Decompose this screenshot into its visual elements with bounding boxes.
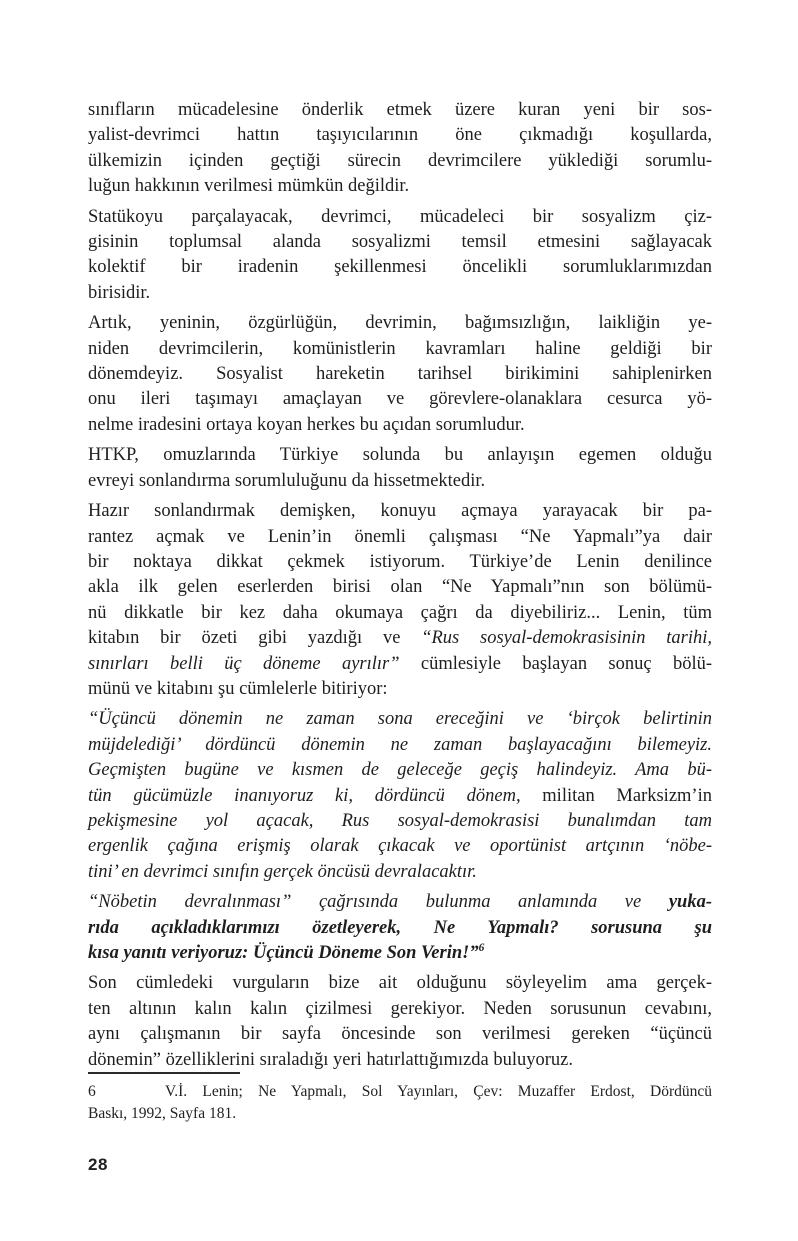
- text-line: [88, 971, 712, 996]
- text-line: [88, 230, 712, 255]
- text-line: [88, 255, 712, 280]
- text-line: [88, 677, 712, 702]
- text-segment: HTKP, omuzlarında Türkiye solunda bu anlayışın egemen olduğu: [88, 445, 712, 466]
- footnote-rule: [88, 1072, 240, 1074]
- text-line: [88, 834, 712, 859]
- text-line: [88, 469, 712, 494]
- text-segment: Geçmişten bugüne ve kısmen de geleceğe geçiş halindeyiz. Ama bü-: [88, 760, 712, 781]
- text-segment: tini’ en devrimci sınıfın gerçek öncüsü devralacaktır.: [88, 861, 477, 882]
- text-line: [88, 311, 712, 336]
- paragraph: [88, 707, 712, 885]
- text-segment: müjdelediği’ dördüncü dönemin ne zaman başlayacağını bilemeyiz.: [88, 734, 712, 755]
- text-segment: bir noktaya dikkat çekmek istiyorum. Türkiye’de Lenin denilince: [88, 551, 712, 572]
- footnote-marker: 6: [88, 1083, 96, 1100]
- text-line: [88, 575, 712, 600]
- text-line: [88, 707, 712, 732]
- text-segment: birisidir.: [88, 282, 151, 303]
- text-segment: pekişmesine yol açacak, Rus sosyal-demokrasisi bunalımdan tam: [88, 810, 712, 831]
- text-line: [88, 98, 712, 123]
- paragraph: [88, 971, 712, 1073]
- text-segment: yalist-devrimci hattın taşıyıcılarının öne çıkmadığı koşullarda,: [88, 125, 712, 146]
- text-line: [88, 149, 712, 174]
- footnote-line: [88, 1081, 712, 1103]
- text-segment: luğun hakkının verilmesi mümkün değildir.: [88, 176, 410, 197]
- text-line: [88, 443, 712, 468]
- text-segment: rantez açmak ve Lenin’in önemli çalışması “Ne Yapmalı”ya dair: [88, 526, 712, 547]
- text-segment: aynı çalışmanın bir sayfa öncesinde son verilmesi gereken “üçüncü: [88, 1024, 712, 1045]
- text-segment: tün gücümüzle inanıyoruz ki, dördüncü dönem,: [88, 785, 543, 806]
- text-segment: Statükoyu parçalayacak, devrimci, mücadeleci bir sosyalizm çiz-: [88, 206, 712, 227]
- text-line: [88, 997, 712, 1022]
- text-segment: cümlesiyle başlayan sonuç bölü-: [420, 653, 712, 674]
- text-segment: sınıfların mücadelesine önderlik etmek üzere kuran yeni bir sos-: [88, 100, 712, 120]
- text-segment: akla ilk gelen eserlerden birisi olan “Ne Yapmalı”nın son bölümü-: [88, 577, 712, 598]
- text-line: [88, 387, 712, 412]
- text-segment: nü dikkatle bir kez daha okumaya çağrı da diyebiliriz... Lenin, tüm: [88, 602, 712, 623]
- text-line: [88, 941, 712, 966]
- text-line: [88, 525, 712, 550]
- text-line: [88, 1048, 712, 1073]
- text-segment: gisinin toplumsal alanda sosyalizmi temsil etmesini sağlayacak: [88, 232, 712, 253]
- text-line: [88, 413, 712, 438]
- text-segment: dönemdeyiz. Sosyalist hareketin tarihsel birikimini sahiplenirken: [88, 364, 712, 385]
- text-segment: yuka-: [668, 892, 712, 913]
- text-segment: kitabın bir özeti gibi yazdığı ve: [88, 628, 422, 649]
- text-line: [88, 123, 712, 148]
- paragraph: [88, 311, 712, 438]
- text-segment: ülkemizin içinden geçtiği sürecin devrimcilere yüklediği sorumlu-: [88, 150, 712, 171]
- text-segment: niden devrimcilerin, komünistlerin kavramları haline geldiği bir: [88, 338, 712, 359]
- text-segment: ergenlik çağına erişmiş olarak çıkacak ve oportünist artçının ‘nöbe-: [88, 836, 712, 857]
- text-segment: nelme iradesini ortaya koyan herkes bu açıdan sorumludur.: [88, 414, 525, 435]
- text-line: [88, 626, 712, 651]
- text-segment: Artık, yeninin, özgürlüğün, devrimin, bağımsızlığın, laikliğin ye-: [88, 313, 712, 334]
- text-segment: münü ve kitabını şu cümlelerle bitiriyor:: [88, 678, 388, 699]
- paragraph: [88, 98, 712, 200]
- text-segment: “Rus sosyal-demokrasisinin tarihi,: [421, 628, 713, 649]
- text-line: [88, 784, 712, 809]
- text-segment: kolektif bir iradenin şekillenmesi öncelikli sorumluklarımızdan: [88, 257, 712, 278]
- footnote: [88, 1072, 712, 1124]
- text-line: [88, 174, 712, 199]
- text-line: [88, 890, 712, 915]
- text-line: [88, 733, 712, 758]
- paragraph: [88, 205, 712, 307]
- footnote-line: Baskı, 1992, Sayfa 181.: [88, 1104, 237, 1122]
- text-line: [88, 337, 712, 362]
- text-line: [88, 860, 712, 885]
- text-segment: dönemin” özelliklerini sıraladığı yeri hatırlattığımızda buluyoruz.: [88, 1049, 573, 1070]
- paragraph: [88, 499, 712, 702]
- text-segment: evreyi sonlandırma sorumluluğunu da hissetmektedir.: [88, 470, 486, 491]
- text-segment: militan Marksizm’in: [542, 785, 712, 806]
- text-line: [88, 281, 712, 306]
- text-segment: kısa yanıtı veriyoruz: Üçüncü Döneme Son Verin!”: [88, 943, 479, 963]
- text-segment: sınırları belli üç döneme ayrılır”: [88, 653, 421, 674]
- text-segment: ten altının kalın kalın çizilmesi gerekiyor. Neden sorusunun cevabını,: [88, 998, 712, 1019]
- text-line: [88, 499, 712, 524]
- text-line: [88, 758, 712, 783]
- text-line: [88, 550, 712, 575]
- footnote-reference: 6: [478, 941, 485, 954]
- text-segment: “Üçüncü dönemin ne zaman sona ereceğini ve ‘birçok belirtinin: [88, 709, 712, 730]
- text-segment: rıda açıkladıklarımızı özetleyerek, Ne Yapmalı? sorusuna şu: [88, 917, 712, 938]
- text-segment: onu ileri taşımayı amaçlayan ve görevlere-olanaklara cesurca yö-: [88, 389, 712, 410]
- text-segment: Son cümledeki vurguların bize ait olduğunu söyleyelim ama gerçek-: [88, 973, 712, 994]
- text-segment: Hazır sonlandırmak demişken, konuyu açmaya yarayacak bir pa-: [88, 501, 712, 522]
- text-segment: “Nöbetin devralınması” çağrısında bulunma anlamında ve: [88, 892, 669, 913]
- paragraph: [88, 890, 712, 966]
- page-number: 28: [88, 1155, 108, 1174]
- text-line: [88, 601, 712, 626]
- text-line: [88, 916, 712, 941]
- paragraph: [88, 443, 712, 494]
- body-text: [88, 98, 712, 1078]
- text-line: [88, 652, 712, 677]
- text-line: [88, 1022, 712, 1047]
- text-line: [88, 809, 712, 834]
- text-line: [88, 362, 712, 387]
- text-line: [88, 205, 712, 230]
- footnote-text: V.İ. Lenin; Ne Yapmalı, Sol Yayınları, Çev: Muzaffer Erdost, Dördüncü: [165, 1083, 712, 1100]
